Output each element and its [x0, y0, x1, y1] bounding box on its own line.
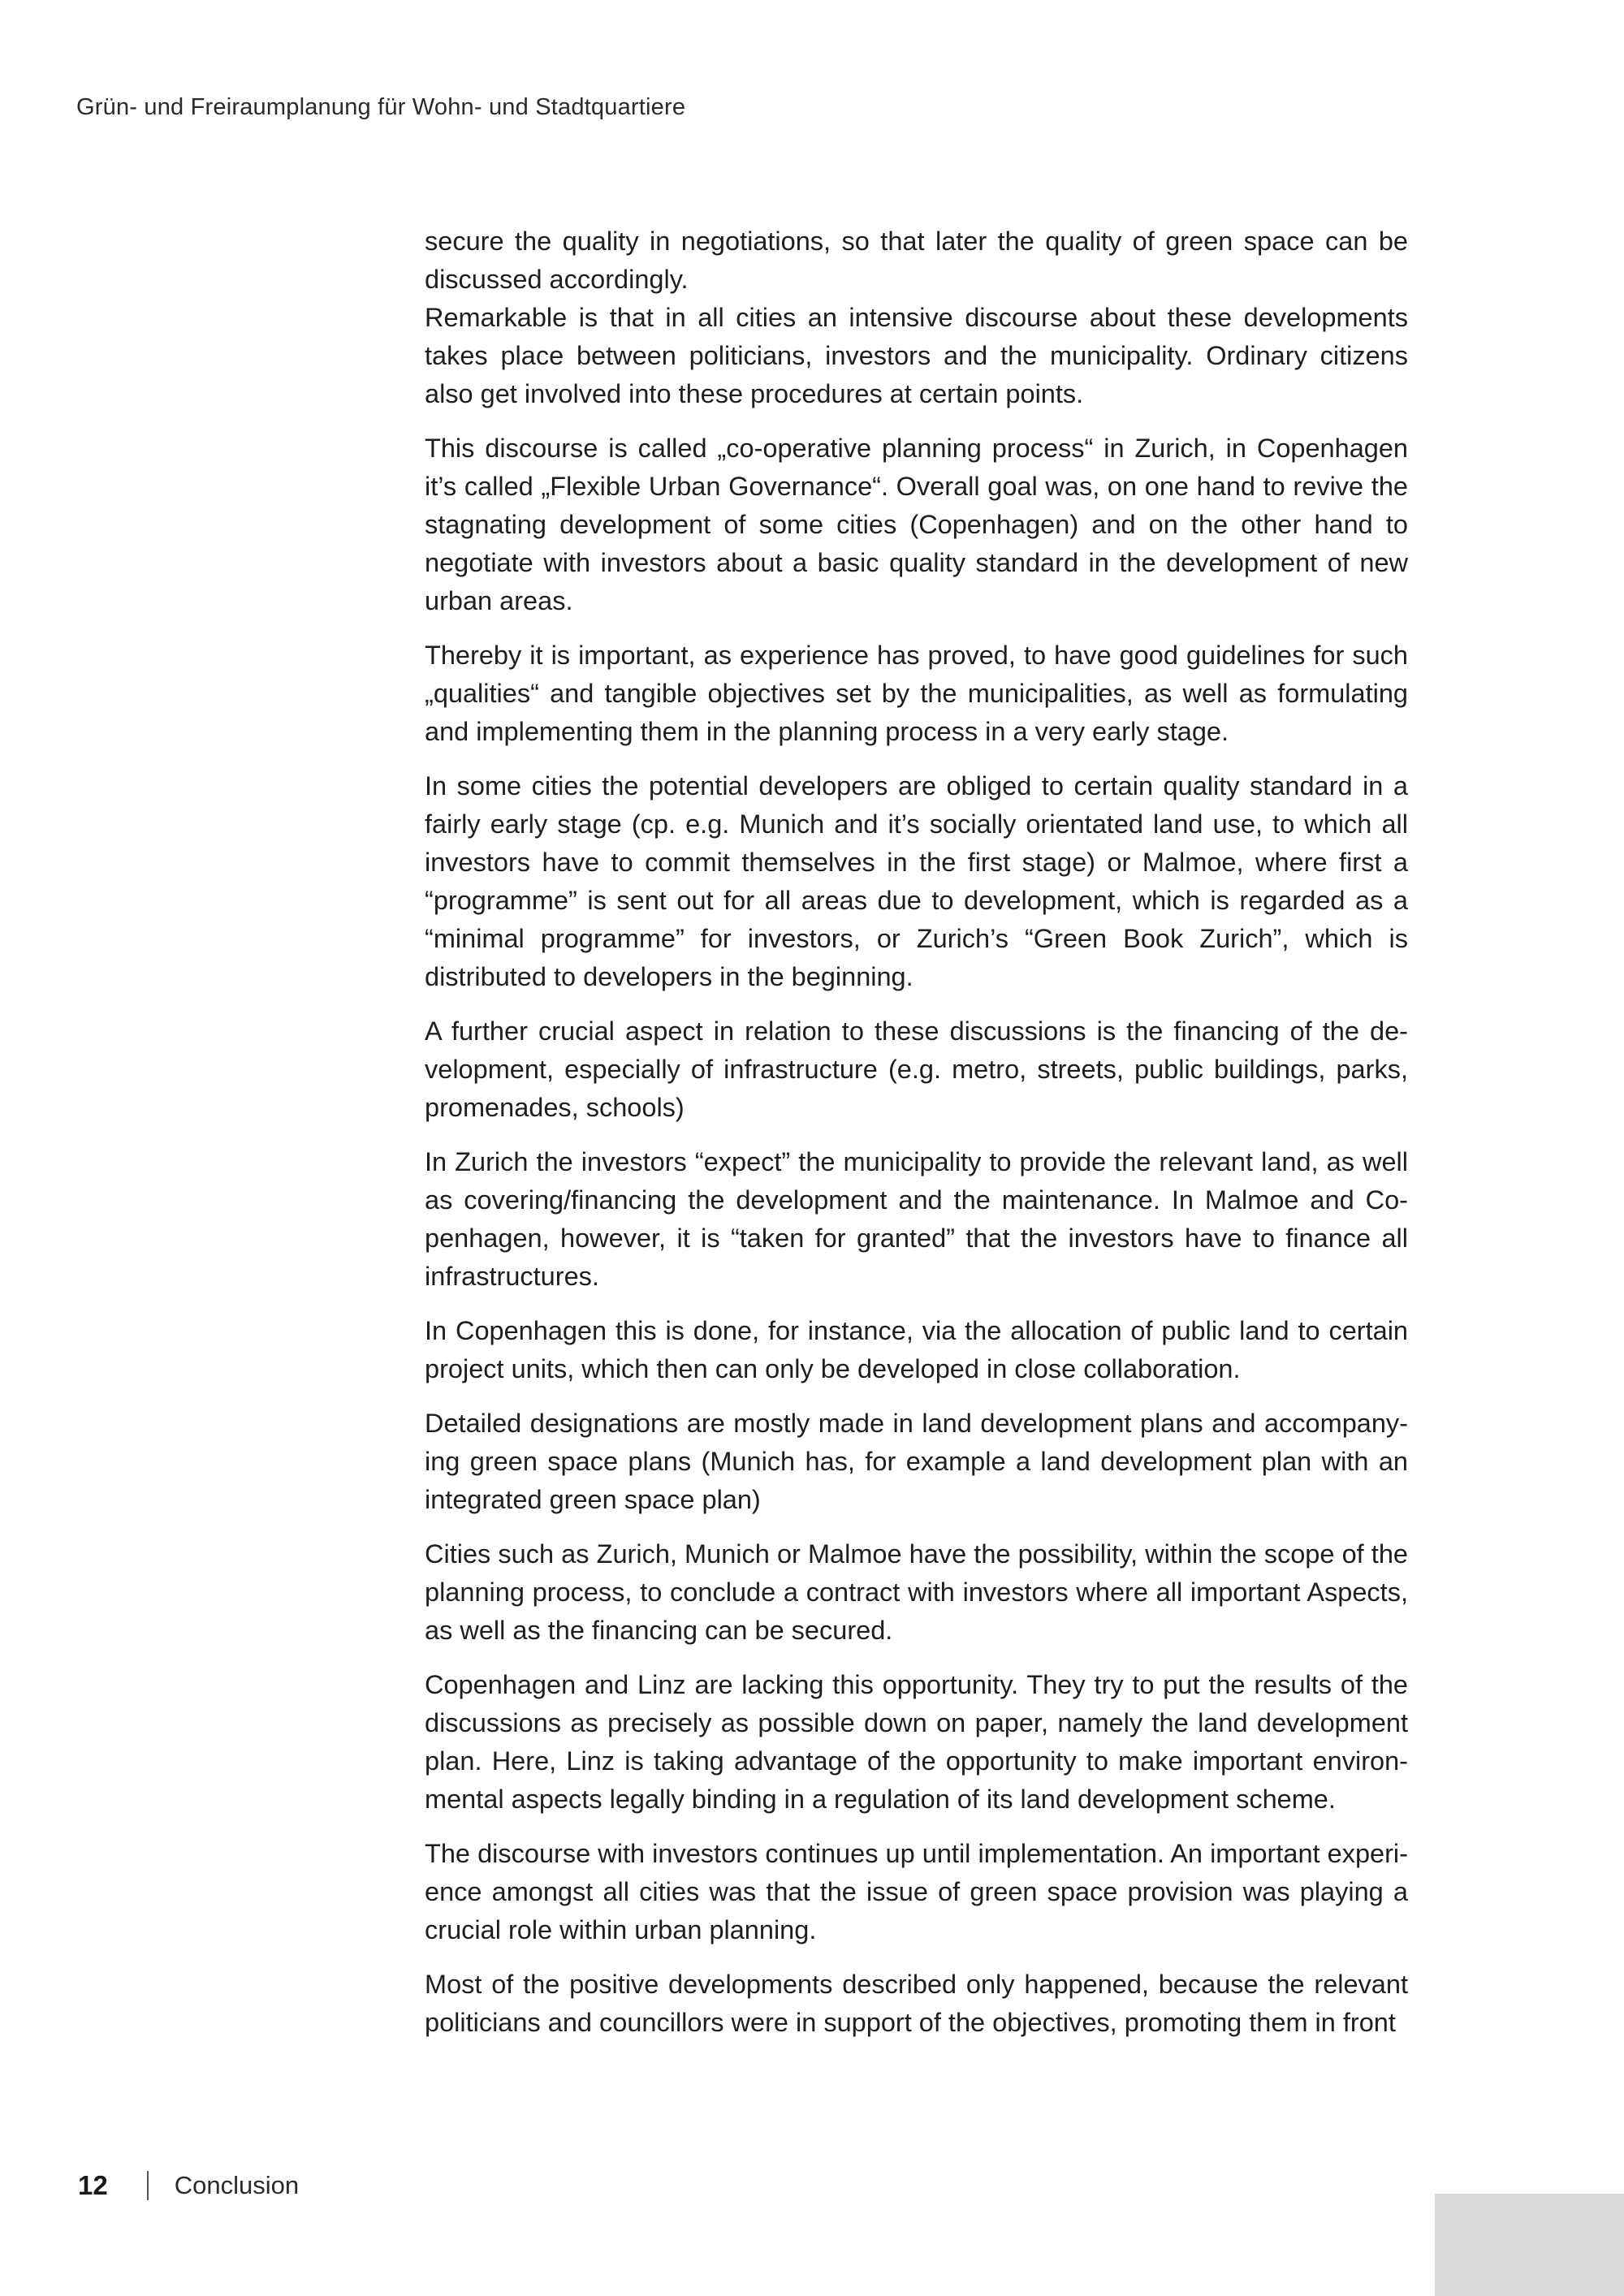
- page-footer: [78, 2168, 299, 2203]
- paragraph: Cities such as Zurich, Munich or Malmoe have the possibility, within the scope of the planning process, to conclude a contract with investors where all important Aspects, as well as the financing can be secured.: [425, 1539, 1408, 1645]
- paragraph: Remarkable is that in all cities an intensive discourse about these developments takes place between politicians, investors and the municipality. Ordinary citizens also get involved into these procedures at certain points.: [425, 303, 1408, 408]
- paragraph: In Zurich the investors “expect” the municipality to provide the relevant land, as well as covering/financing the development and the maintenance. In Malmoe and Copenhagen, however, it is “taken for granted” that the investors have to finance all infrastructures.: [425, 1147, 1408, 1291]
- paragraph: In some cities the potential developers are obliged to certain quality standard in a fairly early stage (cp. e.g. Munich and it’s socially orientated land use, to which all investors have to commit themselves in the first stage) or Malmoe, where first a “programme” is sent out for all areas due to development, which is regarded as a “minimal programme” for investors, or Zurich’s “Green Book Zurich”, which is distributed to developers in the beginning.: [425, 771, 1408, 991]
- page-number: 12: [78, 2170, 108, 2200]
- paragraph: A further crucial aspect in relation to these discussions is the financing of the development, especially of infrastructure (e.g. metro, streets, public buildings, parks, promenades, schools): [425, 1016, 1408, 1122]
- footer-divider: [147, 2171, 149, 2200]
- paragraph: secure the quality in negotiations, so that later the quality of green space can be discussed accordingly.: [425, 227, 1408, 294]
- paragraph: Most of the positive developments described only happened, because the relevant politicians and councillors were in support of the objectives, promoting them in front: [425, 1970, 1408, 2037]
- paragraph: This discourse is called „co-operative planning process“ in Zurich, in Copenhagen it’s called „Flexible Urban Governance“. Overall goal was, on one hand to revive the stagnating development of some cities (Copenhagen) and on the other hand to negotiate with investors about a basic quality standard in the development of new urban areas.: [425, 434, 1408, 615]
- paragraph: In Copenhagen this is done, for instance, via the allocation of public land to certain project units, which then can only be developed in close collaboration.: [425, 1316, 1408, 1383]
- paragraph: Thereby it is important, as experience has proved, to have good guidelines for such „qualities“ and tangible objectives set by the municipalities, as well as formulating and implementing them in the planning process in a very early stage.: [425, 641, 1408, 746]
- paragraph: The discourse with investors continues up until implementation. An important experience amongst all cities was that the issue of green space provision was playing a crucial role within urban planning.: [425, 1839, 1408, 1944]
- body-text: [425, 222, 1408, 2042]
- section-name: Conclusion: [174, 2171, 300, 2199]
- corner-tab: [1435, 2194, 1624, 2296]
- paragraph: Copenhagen and Linz are lacking this opportunity. They try to put the results of the discussions as precisely as possible down on paper, namely the land development plan. Here, Linz is taking advantage of the opportunity to make important environmental aspects legally binding in a regulation of its land development scheme.: [425, 1670, 1408, 1814]
- paragraph: Detailed designations are mostly made in land development plans and accompanying green space plans (Munich has, for example a land development plan with an integrated green space plan): [425, 1409, 1408, 1514]
- running-header: Grün- und Freiraumplanung für Wohn- und Stadtquartiere: [76, 94, 686, 120]
